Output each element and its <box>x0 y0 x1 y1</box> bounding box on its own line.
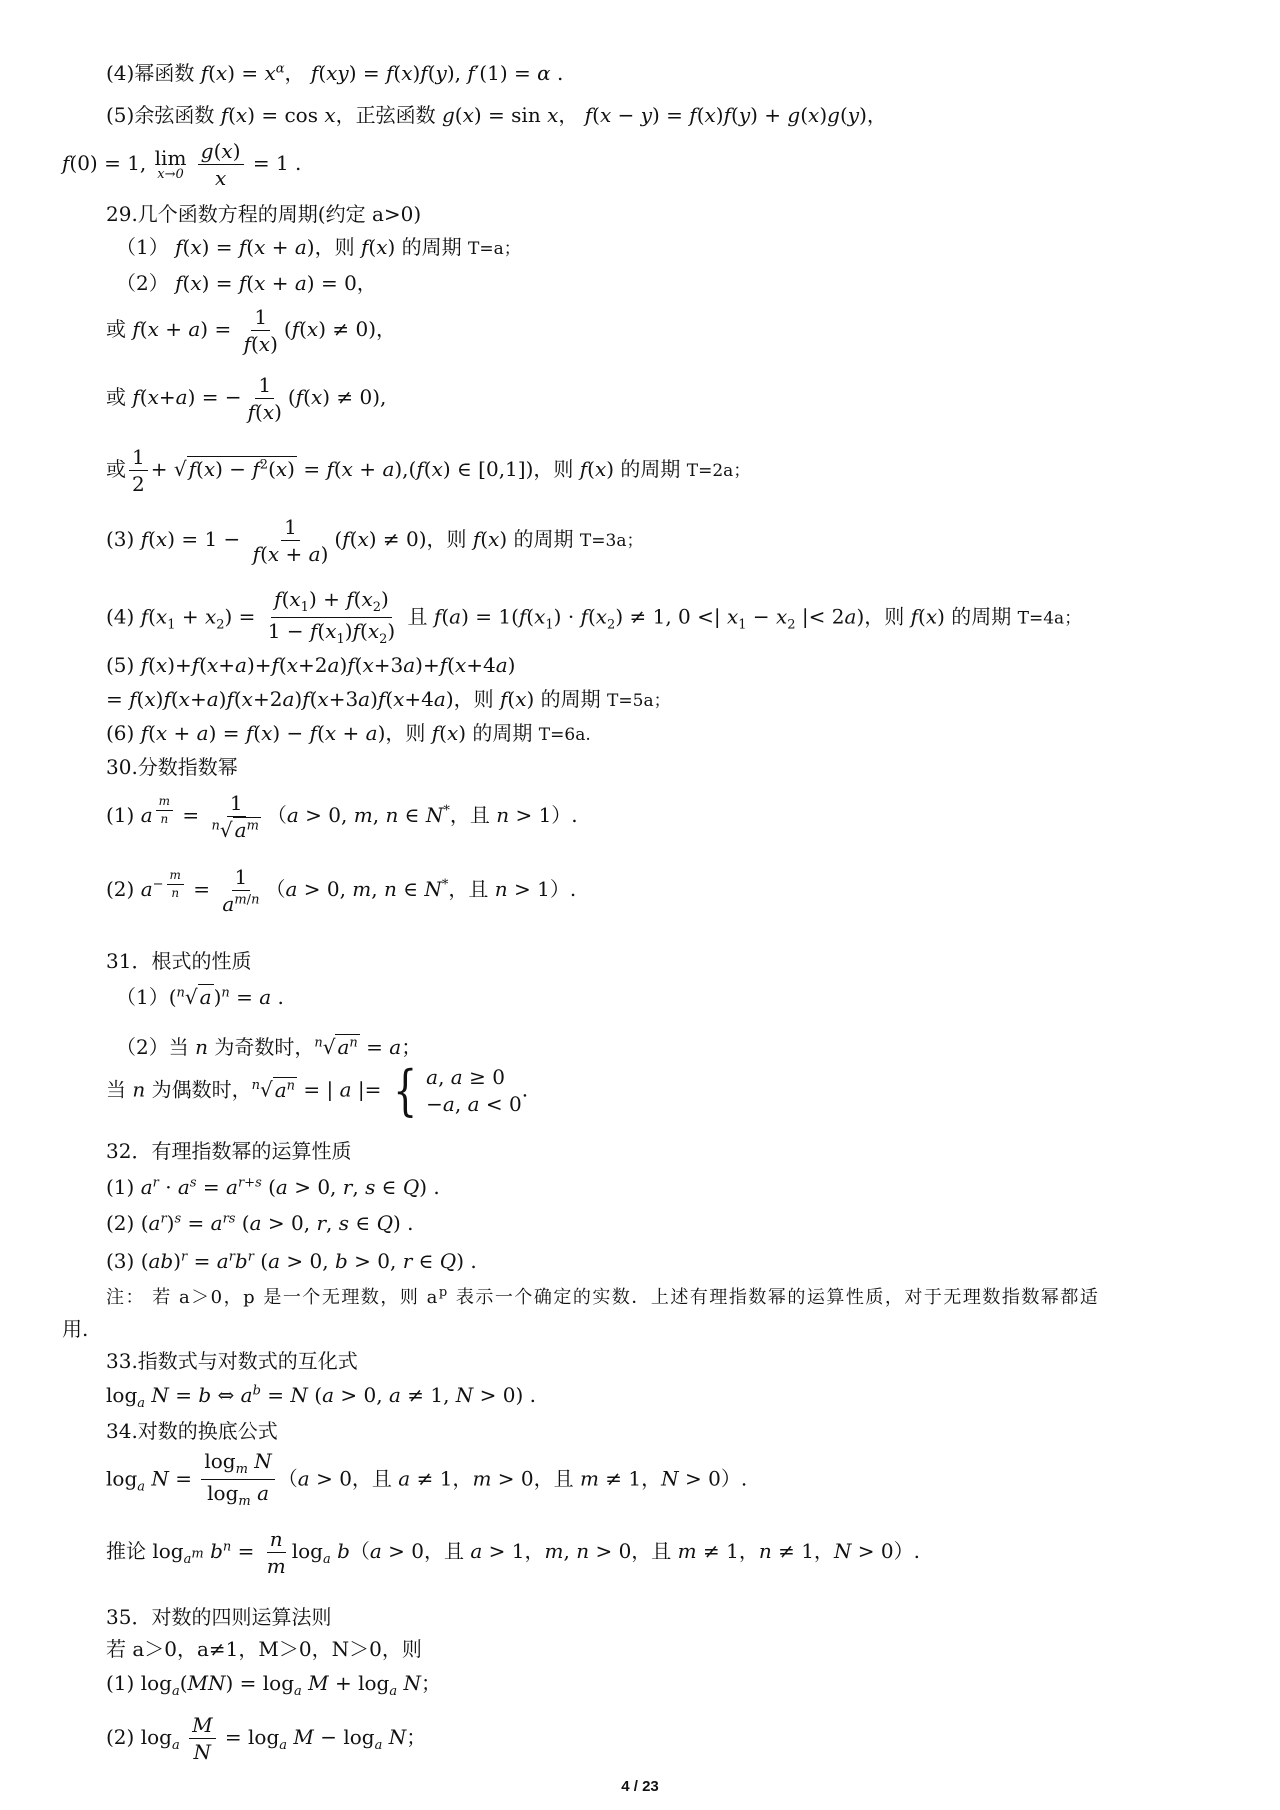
line-cosine-function: (5)余弦函数 f(x) = cos x，正弦函数 g(x) = sin x， f(x − y) = f(x)f(y) + g(x)g(y)， <box>106 103 887 127</box>
heading-35: 35．对数的四则运算法则 <box>106 1605 332 1629</box>
item-34-corollary: 推论 $\log_{a^m} b^n$ = $\frac{n}{m}$ $\log_a b(a > 0$，且 a > 1，m, n > 0，且 m ≠ 1，n ≠ 1，N > 0）. <box>106 1527 920 1578</box>
item-35-condition: 若 a＞0，a≠1，M＞0，N＞0，则 <box>106 1637 422 1661</box>
item-29-2: （2） f(x) = f(x + a) = 0， <box>116 271 377 295</box>
page-number: 4 / 23 <box>621 1778 659 1795</box>
heading-30: 30.分数指数幂 <box>106 755 238 779</box>
heading-32: 32．有理指数幂的运算性质 <box>106 1139 352 1163</box>
item-31-2-even: 当 n 为偶数时，$^n$√ $a^n$ = | a |= { a, a ≥ 0 −a, a < 0 . <box>106 1059 529 1122</box>
item-29-5-cont: = f(x)f(x+a)f(x+2a)f(x+3a)f(x+4a)，则 f(x) 的周期 T=5a； <box>106 687 671 711</box>
item-31-1: （1）($^n$√ a )$^n$ = a . <box>116 985 284 1009</box>
heading-33: 33.指数式与对数式的互化式 <box>106 1349 358 1373</box>
item-31-2: （2）当 n 为奇数时，$^n$√ $a^n = a$； <box>116 1035 422 1059</box>
item-35-2: (2) $\log_a$ $\frac{M}{N}$ = $\log_a M - \log_a N$； <box>106 1713 427 1764</box>
formula: $f(x) = x^\alpha$， f(xy) = f(x)f(y), f′(1) = α . <box>200 61 564 85</box>
item-30-2: (2) $a^{- \frac{m}{n}}$ = $\frac{1}{a^{m/n}}$ （a > 0, m, n ∈ N*，且 n > 1）. <box>106 865 577 916</box>
heading-29: 29.几个函数方程的周期(约定 a>0) <box>106 202 422 226</box>
item-35-1: (1) $\log_a(MN) = \log_a M + \log_a N$； <box>106 1671 441 1699</box>
item-30-1: (1) a $^{\frac{m}{n}}$ = $\frac{1}{^n√ a^m}$ （a > 0, m, n ∈ N*，且 n > 1）. <box>106 791 578 842</box>
line-power-function: (4)幂函数 $f(x) = x^\alpha$， f(xy) = f(x)f(y), f′(1) = α . <box>106 61 564 85</box>
item-29-2-or-c: 或 $\frac{1}{2}$ + √ $f(x) - f^2(x) = f(x + a),(f(x)$ ∈ [0,1])，则 f(x) 的周期 T=2a； <box>106 445 751 496</box>
item-33: $\log_a N = b$ ⇔ $a^b = N$ (a > 0, a ≠ 1, N > 0) . <box>106 1383 537 1411</box>
item-34: $\log_a N$ = $\frac{\log_m N}{\log_m a}$ （a > 0，且 a ≠ 1，m > 0，且 m ≠ 1，N > 0）. <box>106 1449 748 1510</box>
item-29-3: (3) f(x) = 1 − $\frac{1}{f(x + a)}$ (f(x) ≠ 0)，则 f(x) 的周期 T=3a； <box>106 515 644 566</box>
line-limit: f(0) = 1, lim x→0 $\frac{g(x)}{x}$ = 1 . <box>62 139 302 190</box>
item-29-4: (4) $f(x_1 + x_2)$ = $\frac{f(x_1) + f(x_2)}{1 - f(x_1)f(x_2)}$ 且 $f(a) = 1(f(x_1) \cdot f(x_2) \ne 1$, 0 <| $x_1 - x_2$ |< 2a)，则 f(x) 的周期 T=4a； <box>106 587 1082 648</box>
item-29-2-or-a: 或 f(x + a) = $\frac{1}{f(x)}$ (f(x) ≠ 0)， <box>106 305 396 356</box>
note-end: 用. <box>62 1317 89 1341</box>
heading-31: 31．根式的性质 <box>106 949 252 973</box>
note-irrational: 注： 若 a＞0，p 是一个无理数，则 $a^p$ 表示一个确定的实数．上述有理指数幂的运算性质，对于无理数指数幂都适 <box>106 1285 1100 1308</box>
item-29-5: (5) f(x)+f(x+a)+f(x+2a)f(x+3a)+f(x+4a) <box>106 653 516 677</box>
item-32-2: (2) $(a^r)^s = a^{rs}$ (a > 0, r, s ∈ Q) . <box>106 1211 414 1235</box>
item-32-3: (3) $(ab)^r = a^rb^r$ (a > 0, b > 0, r ∈ Q) . <box>106 1249 477 1273</box>
heading-34: 34.对数的换底公式 <box>106 1419 278 1443</box>
formula: f(x) = cos x，正弦函数 g(x) = sin x， f(x − y) = f(x)f(y) + g(x)g(y)， <box>220 103 887 127</box>
item-29-1: （1） f(x) = f(x + a)，则 f(x) 的周期 T=a； <box>116 235 521 259</box>
item-29-2-or-b: 或 f(x+a) = − $\frac{1}{f(x)}$ (f(x) ≠ 0), <box>106 373 387 424</box>
item-32-1: (1) $a^r \cdot a^s = a^{r+s}$ (a > 0, r, s ∈ Q) . <box>106 1175 440 1199</box>
item-29-6: (6) f(x + a) = f(x) − f(x + a)，则 f(x) 的周期 T=6a. <box>106 721 591 745</box>
